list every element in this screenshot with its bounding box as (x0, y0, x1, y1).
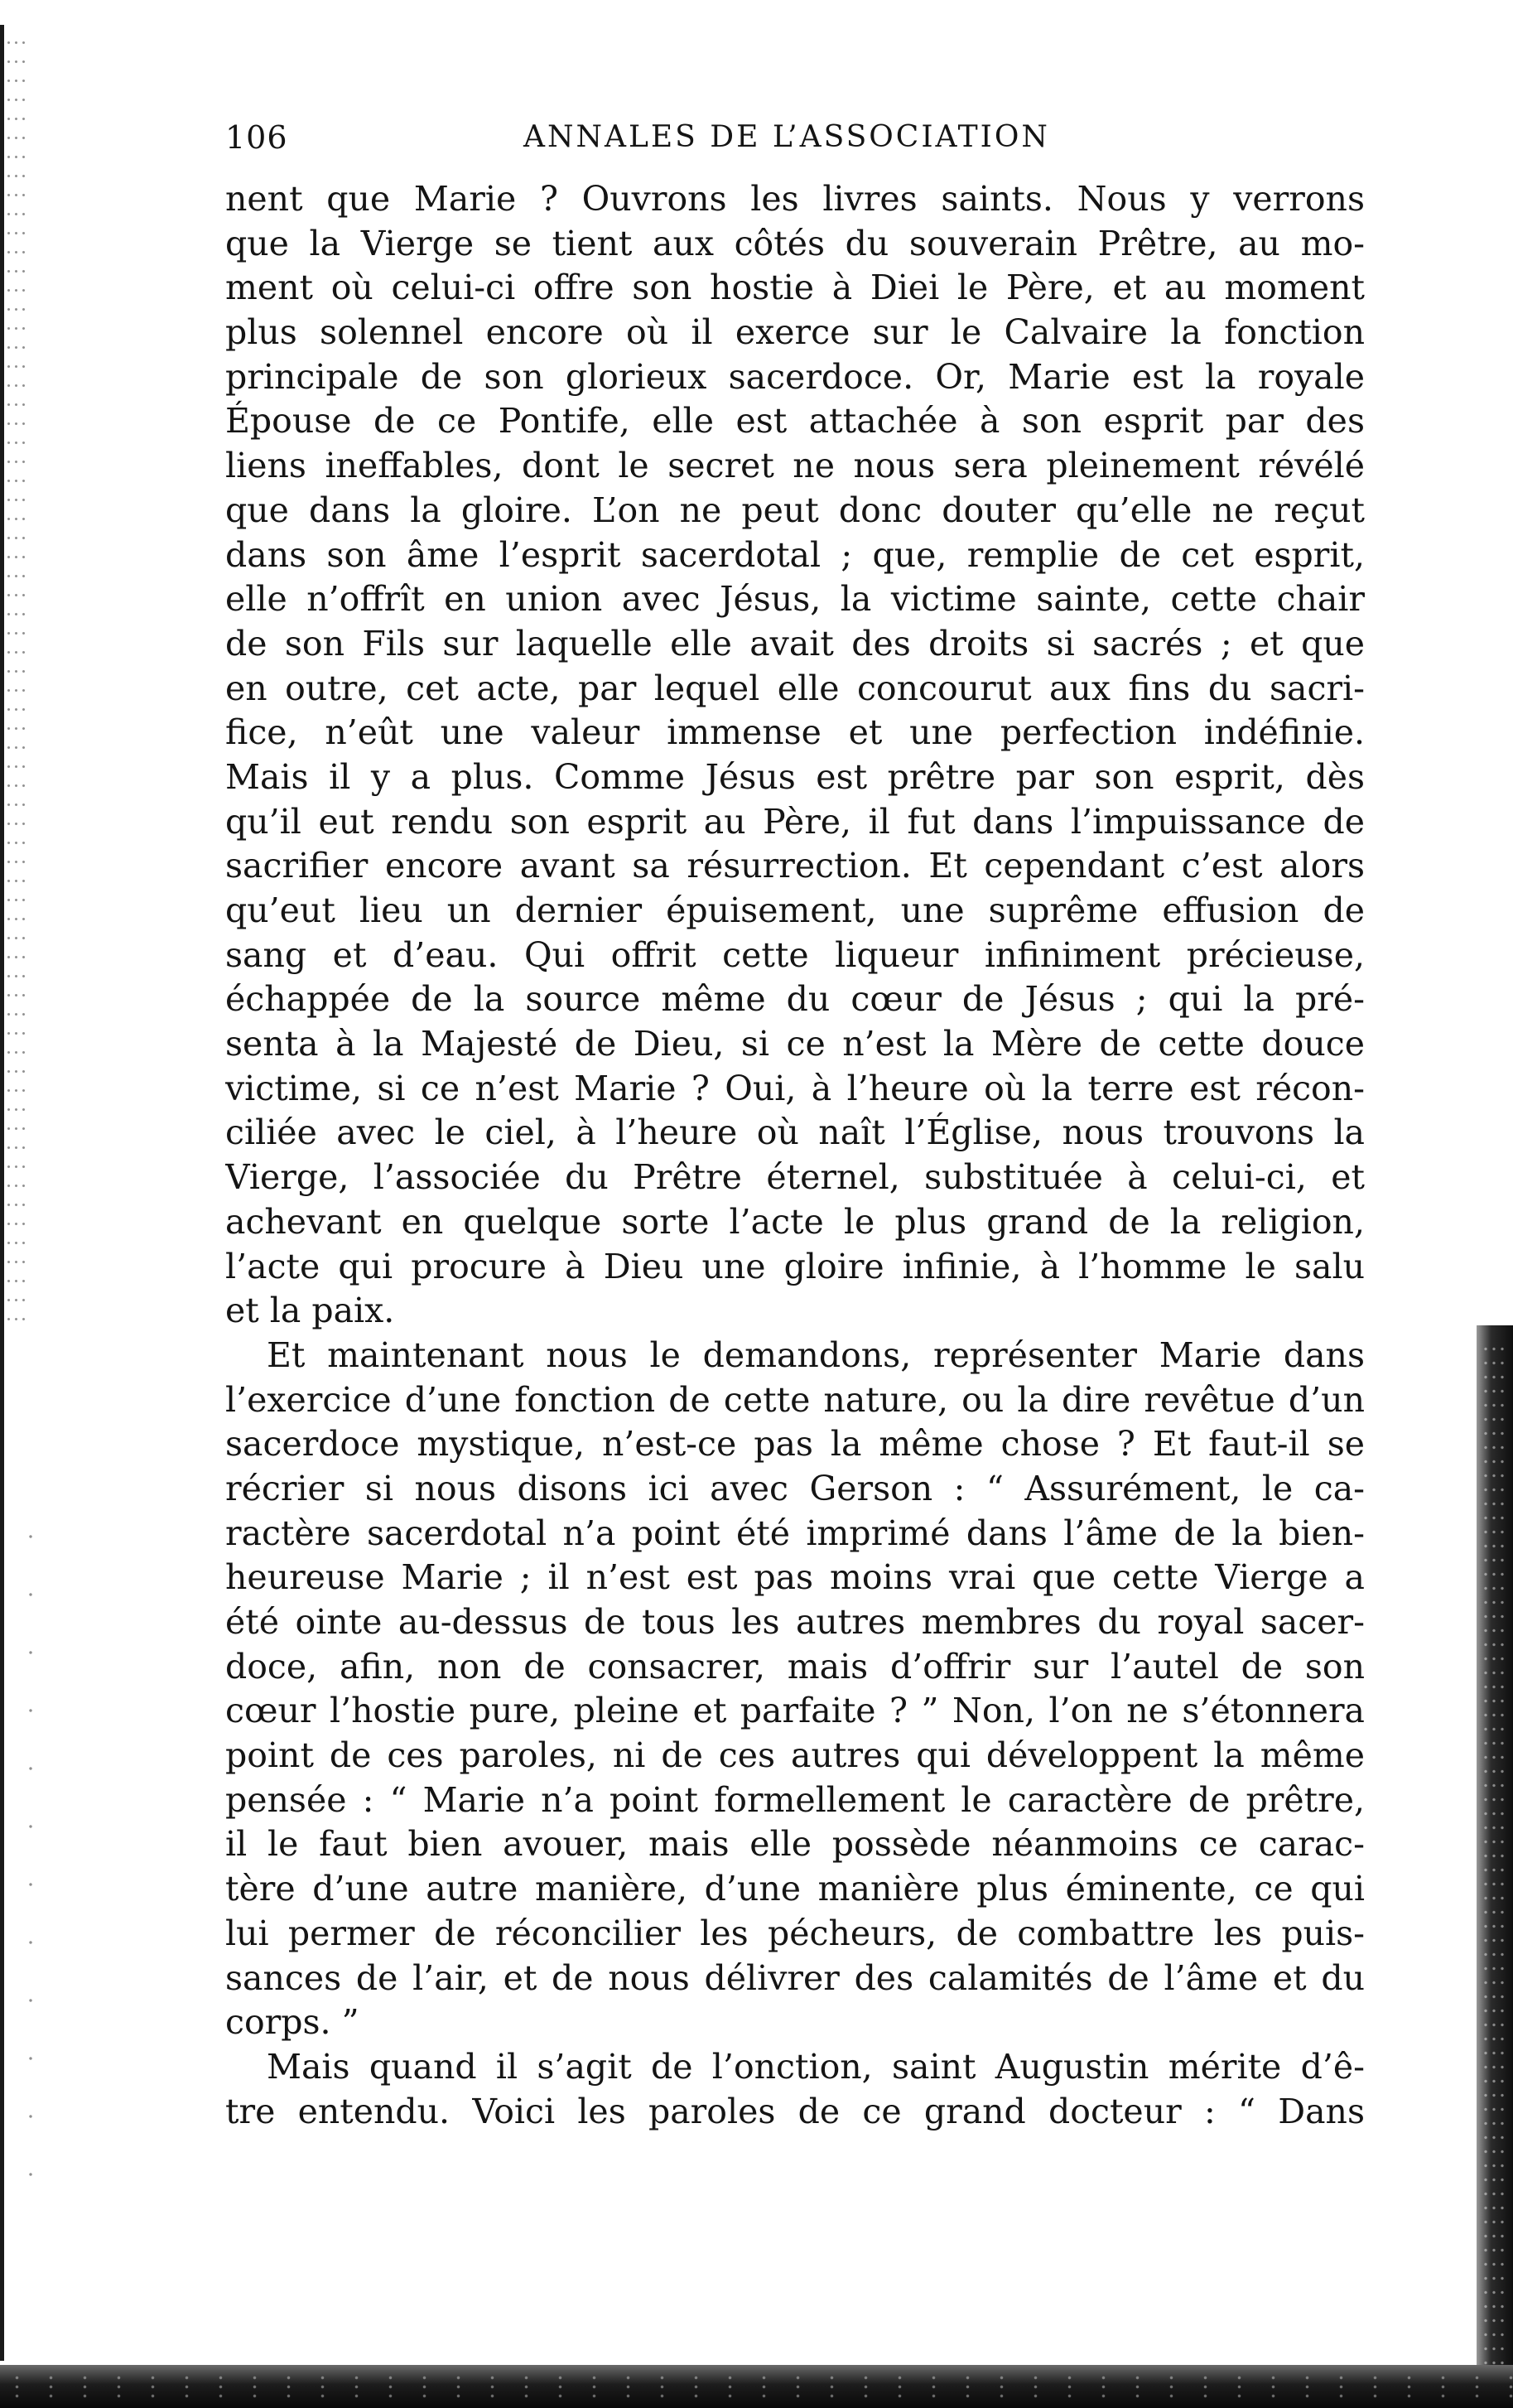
text-line: sacerdoce mystique, n’est-ce pas la même chose ? Et faut-il se (225, 1424, 1365, 1465)
paragraph-start-line: Et maintenant nous le demandons, représenter Marie dans (267, 1334, 1365, 1375)
scan-right-edge-speckle (1482, 1342, 1506, 2369)
text-line: sances de l’air, et de nous délivrer des calamités de l’âme et du (225, 1957, 1365, 1998)
text-line: qu’eut lieu un dernier épuisement, une suprême effusion de (225, 890, 1365, 930)
page-number: 106 (225, 119, 288, 156)
running-head (225, 118, 1365, 157)
text-line: dans son âme l’esprit sacerdotal ; que, remplie de cet esprit, (225, 534, 1365, 575)
text-line: il le faut bien avouer, mais elle possède néanmoins ce carac- (225, 1824, 1365, 1865)
text-line: heureuse Marie ; il n’est est pas moins vrai que cette Vierge a (225, 1557, 1365, 1598)
text-line: elle n’offrît en union avec Jésus, la victime sainte, cette chair (225, 579, 1365, 620)
text-line: fice, n’eût une valeur immense et une perfection indéfinie. (225, 712, 1365, 753)
text-line: plus solennel encore où il exerce sur le Calvaire la fonction (225, 312, 1365, 353)
running-title: ANNALES DE L’ASSOCIATION (523, 120, 1050, 154)
paragraph-start-line: Mais quand il s’agit de l’onction, saint Augustin mérite d’ê- (267, 2046, 1365, 2087)
text-line: Épouse de ce Pontife, elle est attachée à son esprit par des (225, 401, 1365, 442)
scan-left-margin-specks (5, 33, 28, 1325)
text-line: tère d’une autre manière, d’une manière plus éminente, ce qui (225, 1869, 1365, 1909)
text-line: l’exercice d’une fonction de cette nature, ou la dire revêtue d’un (225, 1379, 1365, 1420)
text-line: Vierge, l’associée du Prêtre éternel, substituée à celui-ci, et (225, 1157, 1365, 1198)
text-line: ment où celui-ci offre son hostie à Diei le Père, et au moment (225, 268, 1365, 308)
text-line: échappée de la source même du cœur de Jésus ; qui la pré- (225, 979, 1365, 1020)
text-line: que la Vierge se tient aux côtés du souverain Prêtre, au mo- (225, 223, 1365, 263)
body-text (225, 177, 1365, 2134)
text-line: récrier si nous disons ici avec Gerson : “ Assurément, le ca- (225, 1468, 1365, 1508)
text-line: que dans la gloire. L’on ne peut donc douter qu’elle ne reçut (225, 490, 1365, 530)
text-line: de son Fils sur laquelle elle avait des droits si sacrés ; et que (225, 623, 1365, 664)
text-line: victime, si ce n’est Marie ? Oui, à l’heure où la terre est récon- (225, 1068, 1365, 1108)
text-line: Mais il y a plus. Comme Jésus est prêtre par son esprit, dès (225, 756, 1365, 797)
text-line: été ointe au-dessus de tous les autres membres du royal sacer- (225, 1602, 1365, 1642)
text-line: en outre, cet acte, par lequel elle concourut aux fins du sacri- (225, 668, 1365, 708)
text-line: senta à la Majesté de Dieu, si ce n’est la Mère de cette douce (225, 1024, 1365, 1064)
text-line: sang et d’eau. Qui offrit cette liqueur infiniment précieuse, (225, 934, 1365, 975)
text-line: tre entendu. Voici les paroles de ce grand docteur : “ Dans (225, 2091, 1365, 2131)
text-line: ractère sacerdotal n’a point été imprimé dans l’âme de la bien- (225, 1513, 1365, 1553)
scan-left-margin-specks-lower (25, 1508, 36, 2212)
scan-left-edge-rule (0, 25, 4, 2361)
text-line: l’acte qui procure à Dieu une gloire infinie, à l’homme le salu (225, 1246, 1365, 1286)
text-line: point de ces paroles, ni de ces autres qui développent la même (225, 1735, 1365, 1776)
text-line: achevant en quelque sorte l’acte le plus grand de la religion, (225, 1201, 1365, 1242)
text-line: ciliée avec le ciel, à l’heure où naît l’Église, nous trouvons la (225, 1112, 1365, 1153)
text-line: principale de son glorieux sacerdoce. Or, Marie est la royale (225, 356, 1365, 397)
scan-bottom-edge-speckle (0, 2373, 1513, 2401)
text-line: pensée : “ Marie n’a point formellement le caractère de prêtre, (225, 1779, 1365, 1820)
paragraph-end-line: et la paix. (225, 1291, 395, 1331)
text-line: sacrifier encore avant sa résurrection. Et cependant c’est alors (225, 846, 1365, 886)
text-line: qu’il eut rendu son esprit au Père, il fut dans l’impuissance de (225, 801, 1365, 842)
text-line: liens ineffables, dont le secret ne nous sera pleinement révélé (225, 446, 1365, 486)
paragraph-end-line: corps. ” (225, 2002, 359, 2043)
text-line: doce, afin, non de consacrer, mais d’offrir sur l’autel de son (225, 1646, 1365, 1687)
text-line: nent que Marie ? Ouvrons les livres saints. Nous y verrons (225, 179, 1365, 219)
text-line: cœur l’hostie pure, pleine et parfaite ? ” Non, l’on ne s’étonnera (225, 1691, 1365, 1731)
text-line: lui permer de réconcilier les pécheurs, de combattre les puis- (225, 1913, 1365, 1953)
